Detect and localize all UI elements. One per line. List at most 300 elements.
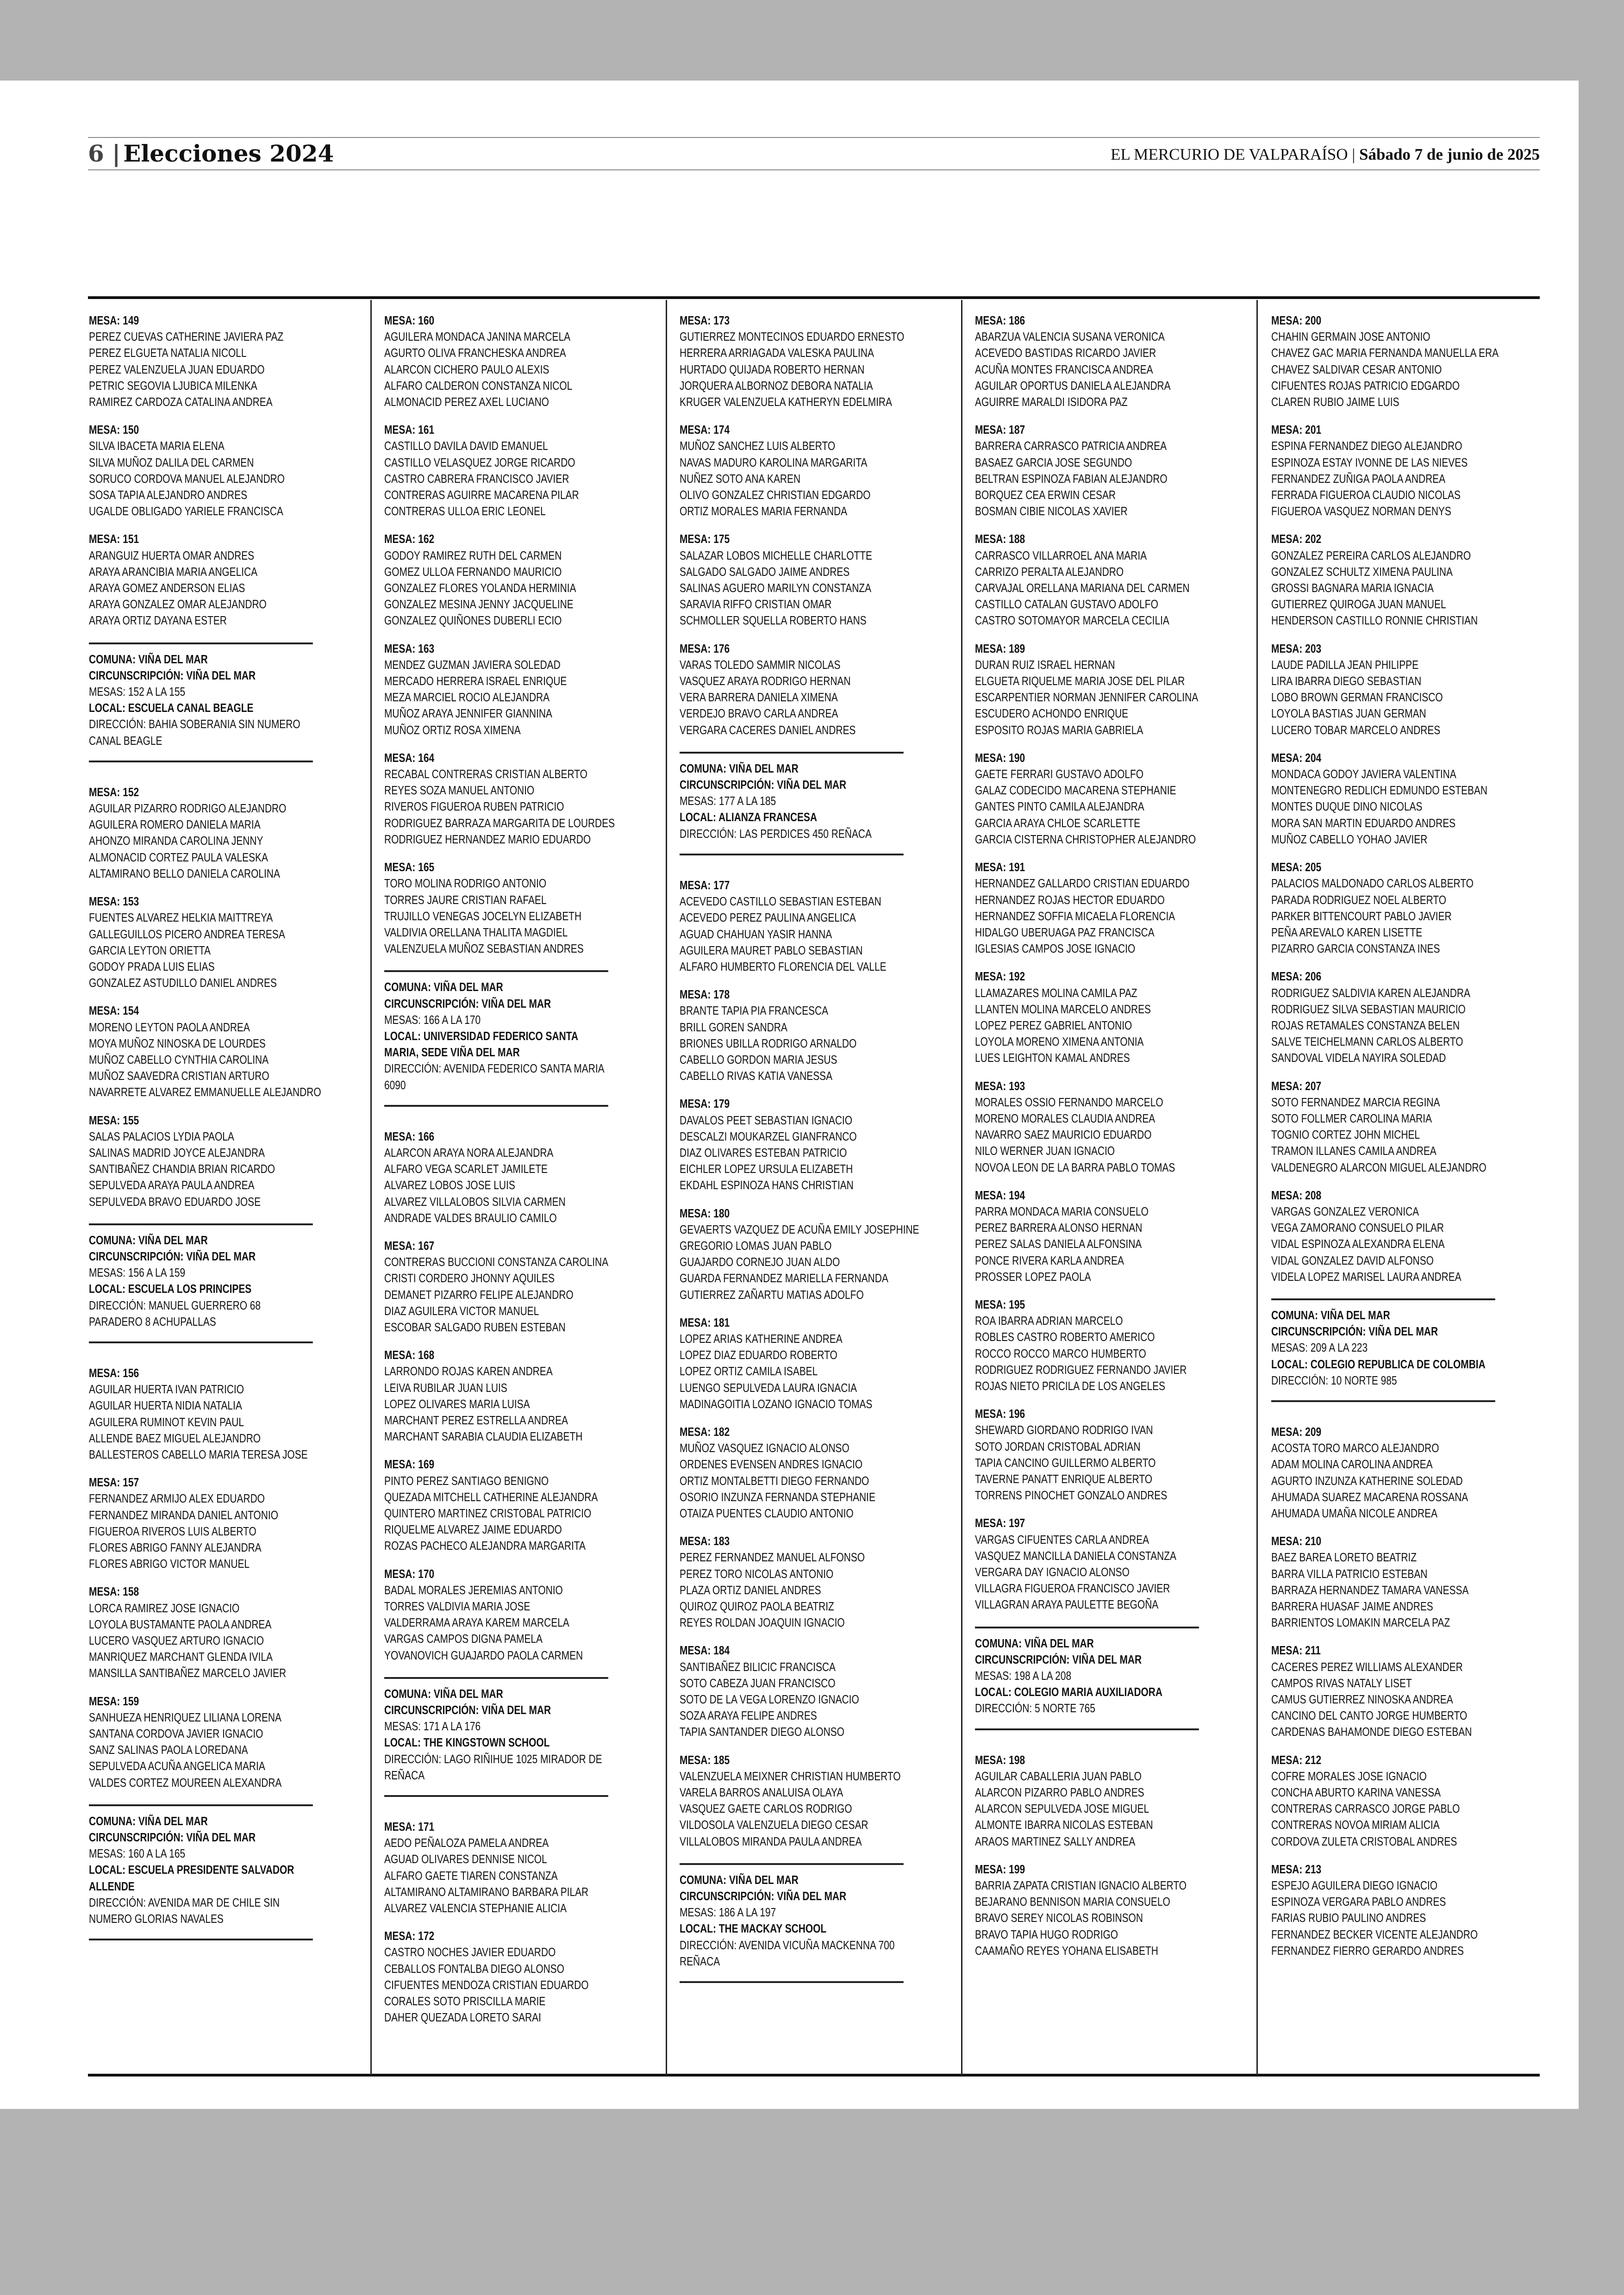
voter-name: MUÑOZ CABELLO YOHAO JAVIER <box>1271 833 1428 846</box>
voter-name: PEREZ CUEVAS CATHERINE JAVIERA PAZ <box>89 331 284 344</box>
voter-name: DEMANET PIZARRO FELIPE ALEJANDRO <box>384 1288 574 1302</box>
voter-name: CONTRERAS NOVOA MIRIAM ALICIA <box>1271 1819 1440 1832</box>
voter-name: EKDAHL ESPINOZA HANS CHRISTIAN <box>680 1179 854 1192</box>
comuna-label: COMUNA: VIÑA DEL MAR <box>975 1637 1094 1650</box>
voter-name: ARAYA GOMEZ ANDERSON ELIAS <box>89 582 245 595</box>
voter-name: PARKER BITTENCOURT PABLO JAVIER <box>1271 910 1452 923</box>
local-name: LOCAL: ALIANZA FRANCESA <box>680 811 817 824</box>
mesa-number: MESA: 189 <box>975 642 1025 655</box>
voter-name: FUENTES ALVAREZ HELKIA MAITTREYA <box>89 911 273 925</box>
voter-name: SOTO FOLLMER CAROLINA MARIA <box>1271 1112 1432 1125</box>
voter-name: CACERES PEREZ WILLIAMS ALEXANDER <box>1271 1660 1463 1674</box>
mesa-block <box>975 1862 1199 1959</box>
address: DIRECCIÓN: AVENIDA MAR DE CHILE SIN NUMERO GLORIAS NAVALES <box>89 1896 280 1926</box>
voter-name: SILVA IBACETA MARIA ELENA <box>89 440 225 453</box>
circunscripcion-label: CIRCUNSCRIPCIÓN: VIÑA DEL MAR <box>680 779 847 792</box>
voter-name: ORTIZ MORALES MARIA FERNANDA <box>680 505 848 518</box>
mesa-block <box>1271 1079 1495 1176</box>
address: DIRECCIÓN: LAS PERDICES 450 REÑACA <box>680 827 872 841</box>
voter-name: ALFARO HUMBERTO FLORENCIA DEL VALLE <box>680 960 887 973</box>
voter-name: GODOY RAMIREZ RUTH DEL CARMEN <box>384 549 562 562</box>
column-divider <box>1256 300 1258 2076</box>
voter-name: SOTO JORDAN CRISTOBAL ADRIAN <box>975 1440 1141 1453</box>
mesa-block <box>680 313 904 411</box>
voter-name: GONZALEZ FLORES YOLANDA HERMINIA <box>384 582 576 595</box>
voter-name: TORO MOLINA RODRIGO ANTONIO <box>384 877 547 891</box>
voter-name: MEZA MARCIEL ROCIO ALEJANDRA <box>384 691 550 705</box>
voter-name: UGALDE OBLIGADO YARIELE FRANCISCA <box>89 505 283 518</box>
voter-name: AGUIRRE MARALDI ISIDORA PAZ <box>975 396 1128 409</box>
publication-date: Sábado 7 de junio de 2025 <box>1359 145 1540 163</box>
voter-name: CASTILLO CATALAN GUSTAVO ADOLFO <box>975 598 1158 611</box>
address: DIRECCIÓN: AVENIDA FEDERICO SANTA MARIA 6090 <box>384 1062 604 1092</box>
mesa-number: MESA: 186 <box>975 314 1025 327</box>
mesa-number: MESA: 212 <box>1271 1753 1322 1767</box>
voter-name: GUARDA FERNANDEZ MARIELLA FERNANDA <box>680 1272 888 1285</box>
voter-name: TRUJILLO VENEGAS JOCELYN ELIZABETH <box>384 910 582 923</box>
mesa-block <box>680 1424 904 1522</box>
section-year: 2024 <box>269 140 334 167</box>
mesa-number: MESA: 157 <box>89 1476 139 1490</box>
voter-name: GONZALEZ QUIÑONES DUBERLI ECIO <box>384 614 562 628</box>
polling-place-info <box>680 1863 904 1983</box>
mesa-block <box>89 1366 313 1463</box>
voter-name: QUINTERO MARTINEZ CRISTOBAL PATRICIO <box>384 1507 592 1520</box>
mesa-block <box>1271 422 1495 520</box>
mesa-number: MESA: 172 <box>384 1930 435 1943</box>
voter-name: FIGUEROA RIVEROS LUIS ALBERTO <box>89 1525 256 1538</box>
comuna-label: COMUNA: VIÑA DEL MAR <box>680 762 799 775</box>
mesa-block <box>975 1188 1199 1285</box>
voter-name: MUÑOZ CABELLO CYNTHIA CAROLINA <box>89 1053 269 1066</box>
voter-name: DURAN RUIZ ISRAEL HERNAN <box>975 658 1115 672</box>
mesas-range: MESAS: 177 A LA 185 <box>680 795 776 808</box>
comuna-label: COMUNA: VIÑA DEL MAR <box>89 1234 208 1247</box>
mesa-block <box>975 641 1199 739</box>
voter-name: PINTO PEREZ SANTIAGO BENIGNO <box>384 1474 549 1488</box>
voter-name: SALAS PALACIOS LYDIA PAOLA <box>89 1130 234 1143</box>
voter-name: RODRIGUEZ SALDIVIA KAREN ALEJANDRA <box>1271 986 1470 1000</box>
voter-name: GUTIERREZ ZAÑARTU MATIAS ADOLFO <box>680 1288 864 1302</box>
mesa-block <box>384 750 615 848</box>
voter-name: FERRADA FIGUEROA CLAUDIO NICOLAS <box>1271 489 1461 502</box>
voter-name: MUÑOZ VASQUEZ IGNACIO ALONSO <box>680 1442 849 1455</box>
mesa-number: MESA: 179 <box>680 1098 730 1111</box>
voter-name: ACEVEDO CASTILLO SEBASTIAN ESTEBAN <box>680 895 881 909</box>
voter-name: VERA BARRERA DANIELA XIMENA <box>680 691 838 705</box>
mesa-block <box>1271 1188 1495 1285</box>
voter-name: MARCHANT PEREZ ESTRELLA ANDREA <box>384 1414 568 1427</box>
circunscripcion-label: CIRCUNSCRIPCIÓN: VIÑA DEL MAR <box>89 669 256 682</box>
mesa-number: MESA: 199 <box>975 1863 1025 1876</box>
voter-name: NAVARRO SAEZ MAURICIO EDUARDO <box>975 1129 1152 1142</box>
voter-name: CASTRO SOTOMAYOR MARCELA CECILIA <box>975 614 1169 628</box>
voter-name: AGUILERA MAURET PABLO SEBASTIAN <box>680 944 863 957</box>
voter-name: MOYA MUÑOZ NINOSKA DE LOURDES <box>89 1037 266 1050</box>
voter-name: BRANTE TAPIA PIA FRANCESCA <box>680 1004 829 1018</box>
voter-name: FLORES ABRIGO FANNY ALEJANDRA <box>89 1541 262 1554</box>
mesa-block <box>1271 531 1495 629</box>
voter-name: HERNANDEZ ROJAS HECTOR EDUARDO <box>975 893 1165 907</box>
voter-name: ARAOS MARTINEZ SALLY ANDREA <box>975 1835 1136 1848</box>
voter-name: CAMUS GUTIERREZ NINOSKA ANDREA <box>1271 1693 1453 1707</box>
voter-name: PIZARRO GARCIA CONSTANZA INES <box>1271 942 1440 956</box>
voter-name: SANTANA CORDOVA JAVIER IGNACIO <box>89 1727 263 1741</box>
section-name: Elecciones <box>123 140 262 167</box>
voter-name: CASTILLO VELASQUEZ JORGE RICARDO <box>384 456 575 469</box>
mesa-number: MESA: 154 <box>89 1004 139 1018</box>
voter-name: VERDEJO BRAVO CARLA ANDREA <box>680 707 838 721</box>
voter-name: YOVANOVICH GUAJARDO PAOLA CARMEN <box>384 1649 583 1662</box>
address: DIRECCIÓN: BAHIA SOBERANIA SIN NUMERO CANAL BEAGLE <box>89 718 300 748</box>
mesa-number: MESA: 207 <box>1271 1079 1322 1093</box>
mesa-number: MESA: 170 <box>384 1567 435 1581</box>
voter-name: ALMONACID PEREZ AXEL LUCIANO <box>384 396 549 409</box>
voter-name: DIAZ AGUILERA VICTOR MANUEL <box>384 1304 539 1318</box>
mesa-block <box>680 531 904 629</box>
voter-name: AGUAD CHAHUAN YASIR HANNA <box>680 928 832 941</box>
mesas-range: MESAS: 209 A LA 223 <box>1271 1341 1368 1355</box>
voter-name: GREGORIO LOMAS JUAN PABLO <box>680 1239 832 1253</box>
polling-place-info <box>384 1677 608 1797</box>
mesa-block <box>384 422 608 520</box>
voter-name: MONTES DUQUE DINO NICOLAS <box>1271 800 1423 814</box>
voter-name: AGUILAR HUERTA IVAN PATRICIO <box>89 1383 244 1397</box>
voter-name: RODRIGUEZ BARRAZA MARGARITA DE LOURDES <box>384 817 615 830</box>
voter-name: AGUILERA MONDACA JANINA MARCELA <box>384 331 571 344</box>
voter-name: SANTIBAÑEZ CHANDIA BRIAN RICARDO <box>89 1163 275 1176</box>
voter-name: SEPULVEDA ARAYA PAULA ANDREA <box>89 1179 255 1192</box>
voter-name: CASTILLO DAVILA DAVID EMANUEL <box>384 440 548 453</box>
address: DIRECCIÓN: 10 NORTE 985 <box>1271 1374 1397 1387</box>
voter-name: MONTENEGRO REDLICH EDMUNDO ESTEBAN <box>1271 784 1488 798</box>
voter-name: MORALES OSSIO FERNANDO MARCELO <box>975 1096 1163 1109</box>
voter-name: SALINAS AGUERO MARILYN CONSTANZA <box>680 582 872 595</box>
voter-name: VALDERRAMA ARAYA KAREM MARCELA <box>384 1616 569 1630</box>
mesa-block <box>384 860 608 957</box>
polling-place-info <box>89 1223 313 1343</box>
comuna-label: COMUNA: VIÑA DEL MAR <box>1271 1309 1390 1322</box>
circunscripcion-label: CIRCUNSCRIPCIÓN: VIÑA DEL MAR <box>384 997 551 1010</box>
mesa-block <box>1271 1862 1495 1959</box>
mesa-block <box>680 641 904 739</box>
voter-name: SANHUEZA HENRIQUEZ LILIANA LORENA <box>89 1711 281 1724</box>
mesas-range: MESAS: 198 A LA 208 <box>975 1670 1072 1683</box>
voter-name: SILVA MUÑOZ DALILA DEL CARMEN <box>89 456 254 469</box>
voter-name: VARAS TOLEDO SAMMIR NICOLAS <box>680 658 841 672</box>
voter-name: IGLESIAS CAMPOS JOSE IGNACIO <box>975 942 1136 956</box>
mesa-block <box>89 1584 313 1682</box>
mesa-block <box>975 860 1199 957</box>
address: DIRECCIÓN: MANUEL GUERRERO 68 PARADERO 8 ACHUPALLAS <box>89 1299 261 1328</box>
voter-name: MARCHANT SARABIA CLAUDIA ELIZABETH <box>384 1430 583 1444</box>
mesa-number: MESA: 187 <box>975 424 1025 437</box>
mesa-number: MESA: 158 <box>89 1585 139 1599</box>
voter-name: NILO WERNER JUAN IGNACIO <box>975 1145 1115 1158</box>
voter-name: ANDRADE VALDES BRAULIO CAMILO <box>384 1211 557 1225</box>
local-name: LOCAL: THE KINGSTOWN SCHOOL <box>384 1736 550 1750</box>
voter-name: VALENZUELA MUÑOZ SEBASTIAN ANDRES <box>384 942 584 956</box>
voter-name: CASTRO CABRERA FRANCISCO JAVIER <box>384 472 569 486</box>
voter-name: PEREZ BARRERA ALONSO HERNAN <box>975 1222 1143 1235</box>
voter-name: SARAVIA RIFFO CRISTIAN OMAR <box>680 598 832 611</box>
voter-name: LOBO BROWN GERMAN FRANCISCO <box>1271 691 1443 705</box>
masthead: EL MERCURIO DE VALPARAÍSO | Sábado 7 de junio de 2025 <box>1111 145 1540 163</box>
voter-name: VILDOSOLA VALENZUELA DIEGO CESAR <box>680 1819 868 1832</box>
voter-name: AGUILAR PIZARRO RODRIGO ALEJANDRO <box>89 802 287 816</box>
voter-name: CHAVEZ GAC MARIA FERNANDA MANUELLA ERA <box>1271 347 1499 360</box>
voter-name: RIVEROS FIGUEROA RUBEN PATRICIO <box>384 800 564 814</box>
voter-name: OTAIZA PUENTES CLAUDIO ANTONIO <box>680 1507 854 1520</box>
circunscripcion-label: CIRCUNSCRIPCIÓN: VIÑA DEL MAR <box>384 1704 551 1717</box>
polling-place-info <box>89 1804 313 1940</box>
local-name: LOCAL: ESCUELA LOS PRINCIPES <box>89 1283 252 1296</box>
voter-name: PONCE RIVERA KARLA ANDREA <box>975 1254 1124 1267</box>
mesa-block <box>975 1079 1199 1176</box>
voter-name: AGUILERA ROMERO DANIELA MARIA <box>89 818 261 832</box>
voter-name: SALGADO SALGADO JAIME ANDRES <box>680 565 850 579</box>
voter-name: BARRERA HUASAF JAIME ANDRES <box>1271 1600 1433 1614</box>
voter-name: MONDACA GODOY JAVIERA VALENTINA <box>1271 768 1456 781</box>
voter-name: LOPEZ ORTIZ CAMILA ISABEL <box>680 1365 818 1378</box>
mesa-block <box>680 1096 904 1194</box>
voter-name: ALLENDE BAEZ MIGUEL ALEJANDRO <box>89 1432 261 1445</box>
mesa-block <box>89 785 313 882</box>
page-header <box>88 137 1540 170</box>
mesa-block <box>975 1406 1199 1504</box>
mesa-block <box>384 313 608 411</box>
mesas-range: MESAS: 166 A LA 170 <box>384 1013 481 1027</box>
voter-name: MUÑOZ SAAVEDRA CRISTIAN ARTURO <box>89 1070 269 1083</box>
mesas-range: MESAS: 171 A LA 176 <box>384 1720 481 1734</box>
voter-name: MENDEZ GUZMAN JAVIERA SOLEDAD <box>384 658 561 672</box>
voter-name: DESCALZI MOUKARZEL GIANFRANCO <box>680 1130 857 1143</box>
voter-name: ALTAMIRANO BELLO DANIELA CAROLINA <box>89 867 280 880</box>
voter-name: VARGAS GONZALEZ VERONICA <box>1271 1205 1419 1218</box>
mesa-block <box>384 1928 608 2026</box>
voter-name: SCHMOLLER SQUELLA ROBERTO HANS <box>680 614 867 628</box>
voter-name: VASQUEZ GAETE CARLOS RODRIGO <box>680 1802 852 1816</box>
voter-name: TOGNIO CORTEZ JOHN MICHEL <box>1271 1129 1420 1142</box>
voter-name: TORRES VALDIVIA MARIA JOSE <box>384 1600 531 1614</box>
voter-name: PROSSER LOPEZ PAOLA <box>975 1270 1091 1284</box>
voter-name: AGUILAR CABALLERIA JUAN PABLO <box>975 1770 1142 1783</box>
voter-name: LOPEZ OLIVARES MARIA LUISA <box>384 1397 530 1411</box>
mesa-number: MESA: 203 <box>1271 642 1322 655</box>
mesa-number: MESA: 177 <box>680 879 730 892</box>
voter-name: EICHLER LOPEZ URSULA ELIZABETH <box>680 1163 853 1176</box>
voter-name: LOYOLA MORENO XIMENA ANTONIA <box>975 1035 1144 1049</box>
voter-name: SANZ SALINAS PAOLA LOREDANA <box>89 1744 248 1757</box>
voter-name: GARCIA LEYTON ORIETTA <box>89 944 211 957</box>
voter-name: CASTRO NOCHES JAVIER EDUARDO <box>384 1946 556 1959</box>
voter-name: ROCCO ROCCO MARCO HUMBERTO <box>975 1347 1146 1360</box>
voter-name: CIFUENTES ROJAS PATRICIO EDGARDO <box>1271 379 1460 393</box>
voter-name: OSORIO INZUNZA FERNANDA STEPHANIE <box>680 1491 875 1504</box>
voter-name: GALLEGUILLOS PICERO ANDREA TERESA <box>89 928 285 941</box>
local-name: LOCAL: UNIVERSIDAD FEDERICO SANTA MARIA, SEDE VIÑA DEL MAR <box>384 1029 578 1060</box>
voter-name: CHAHIN GERMAIN JOSE ANTONIO <box>1271 331 1430 344</box>
voter-name: ALMONTE IBARRA NICOLAS ESTEBAN <box>975 1819 1153 1832</box>
voter-name: LOYOLA BASTIAS JUAN GERMAN <box>1271 707 1426 721</box>
mesa-number: MESA: 209 <box>1271 1425 1322 1439</box>
voter-name: BRILL GOREN SANDRA <box>680 1021 787 1034</box>
address: DIRECCIÓN: LAGO RIÑIHUE 1025 MIRADOR DE REÑACA <box>384 1752 602 1782</box>
mesa-number: MESA: 196 <box>975 1408 1025 1421</box>
mesa-number: MESA: 164 <box>384 751 435 765</box>
mesa-number: MESA: 159 <box>89 1695 139 1708</box>
voter-name: ESPINOZA ESTAY IVONNE DE LAS NIEVES <box>1271 456 1468 469</box>
voter-name: NAVARRETE ALVAREZ EMMANUELLE ALEJANDRO <box>89 1086 321 1099</box>
voter-name: LORCA RAMIREZ JOSE IGNACIO <box>89 1602 240 1615</box>
voter-name: GANTES PINTO CAMILA ALEJANDRA <box>975 800 1144 814</box>
voter-name: PEÑA AREVALO KAREN LISETTE <box>1271 926 1423 939</box>
voter-name: ROZAS PACHECO ALEJANDRA MARGARITA <box>384 1540 586 1553</box>
voter-name: JORQUERA ALBORNOZ DEBORA NATALIA <box>680 379 873 393</box>
voter-name: TAVERNE PANATT ENRIQUE ALBERTO <box>975 1473 1153 1486</box>
mesa-block <box>975 313 1199 411</box>
mesa-number: MESA: 184 <box>680 1644 730 1658</box>
voter-name: ALMONACID CORTEZ PAULA VALESKA <box>89 851 268 864</box>
voter-name: LIRA IBARRA DIEGO SEBASTIAN <box>1271 675 1422 688</box>
mesa-block <box>680 1643 904 1740</box>
voter-name: BRAVO SEREY NICOLAS ROBINSON <box>975 1912 1143 1925</box>
voter-name: SHEWARD GIORDANO RODRIGO IVAN <box>975 1424 1153 1437</box>
mesa-number: MESA: 175 <box>680 533 730 546</box>
voter-name: REYES SOZA MANUEL ANTONIO <box>384 784 535 798</box>
mesa-block <box>680 422 904 520</box>
voter-name: ABARZUA VALENCIA SUSANA VERONICA <box>975 331 1165 344</box>
mesa-number: MESA: 152 <box>89 786 139 799</box>
voter-name: QUIROZ QUIROZ PAOLA BEATRIZ <box>680 1600 834 1614</box>
voter-name: ARAYA ARANCIBIA MARIA ANGELICA <box>89 565 258 579</box>
mesa-number: MESA: 208 <box>1271 1189 1322 1202</box>
voter-name: GUTIERREZ MONTECINOS EDUARDO ERNESTO <box>680 331 905 344</box>
voter-name: MANRIQUEZ MARCHANT GLENDA IVILA <box>89 1651 273 1664</box>
mesa-number: MESA: 176 <box>680 642 730 655</box>
mesa-block <box>975 531 1199 629</box>
voter-name: PLAZA ORTIZ DANIEL ANDRES <box>680 1584 821 1597</box>
voter-name: HURTADO QUIJADA ROBERTO HERNAN <box>680 363 865 376</box>
mesa-number: MESA: 156 <box>89 1366 139 1380</box>
voter-name: FERNANDEZ ARMIJO ALEX EDUARDO <box>89 1492 265 1506</box>
mesa-block <box>89 894 313 992</box>
voter-name: ALTAMIRANO ALTAMIRANO BARBARA PILAR <box>384 1885 589 1899</box>
voter-name: MERCADO HERRERA ISRAEL ENRIQUE <box>384 675 567 688</box>
comuna-label: COMUNA: VIÑA DEL MAR <box>680 1873 799 1887</box>
voter-name: GARCIA ARAYA CHLOE SCARLETTE <box>975 817 1141 830</box>
voter-name: SOZA ARAYA FELIPE ANDRES <box>680 1709 817 1723</box>
voter-name: VIDAL GONZALEZ DAVID ALFONSO <box>1271 1254 1434 1267</box>
voter-name: SALINAS MADRID JOYCE ALEJANDRA <box>89 1146 265 1160</box>
mesa-block <box>89 313 313 411</box>
voter-name: ACEVEDO PEREZ PAULINA ANGELICA <box>680 911 856 925</box>
comuna-label: COMUNA: VIÑA DEL MAR <box>384 981 503 994</box>
mesa-block <box>1271 1643 1495 1740</box>
voter-name: VIDELA LOPEZ MARISEL LAURA ANDREA <box>1271 1270 1462 1284</box>
voter-name: LUCERO TOBAR MARCELO ANDRES <box>1271 723 1441 737</box>
voter-name: ESPEJO AGUILERA DIEGO IGNACIO <box>1271 1879 1438 1893</box>
voter-name: GONZALEZ MESINA JENNY JACQUELINE <box>384 598 574 611</box>
address: DIRECCIÓN: AVENIDA VICUÑA MACKENNA 700 REÑACA <box>680 1939 895 1968</box>
voter-name: GONZALEZ SCHULTZ XIMENA PAULINA <box>1271 565 1453 579</box>
voter-name: ESPINOZA VERGARA PABLO ANDRES <box>1271 1896 1446 1909</box>
column-3 <box>680 313 919 2072</box>
voter-name: RECABAL CONTRERAS CRISTIAN ALBERTO <box>384 768 587 781</box>
mesa-number: MESA: 198 <box>975 1753 1025 1767</box>
voter-name: FARIAS RUBIO PAULINO ANDRES <box>1271 1912 1426 1925</box>
section-title: | Elecciones 2024 <box>112 140 334 167</box>
voter-name: FIGUEROA VASQUEZ NORMAN DENYS <box>1271 505 1451 518</box>
mesa-number: MESA: 153 <box>89 895 139 909</box>
voter-name: FERNANDEZ ZUÑIGA PAOLA ANDREA <box>1271 472 1446 486</box>
mesa-block <box>384 1238 608 1336</box>
mesa-block <box>1271 1424 1495 1522</box>
column-2 <box>384 313 615 2072</box>
mesa-number: MESA: 181 <box>680 1316 730 1329</box>
voter-name: SOSA TAPIA ALEJANDRO ANDRES <box>89 489 248 502</box>
page-number: 6 <box>88 140 104 167</box>
mesa-number: MESA: 204 <box>1271 751 1322 765</box>
polling-place-info <box>89 642 313 762</box>
voter-name: GALAZ CODECIDO MACARENA STEPHANIE <box>975 784 1176 798</box>
mesa-block <box>680 1206 919 1303</box>
mesa-block <box>384 1129 608 1227</box>
mesa-block <box>1271 1752 1495 1850</box>
voter-name: HERRERA ARRIAGADA VALESKA PAULINA <box>680 347 874 360</box>
voter-name: BARRIENTOS LOMAKIN MARCELA PAZ <box>1271 1616 1450 1630</box>
local-name: LOCAL: ESCUELA CANAL BEAGLE <box>89 702 254 715</box>
mesa-block <box>384 1457 608 1554</box>
voter-name: CAMPOS RIVAS NATALY LISET <box>1271 1677 1412 1690</box>
comuna-label: COMUNA: VIÑA DEL MAR <box>89 653 208 666</box>
mesa-number: MESA: 155 <box>89 1114 139 1127</box>
voter-name: VASQUEZ MANCILLA DANIELA CONSTANZA <box>975 1549 1176 1563</box>
voter-name: VERGARA DAY IGNACIO ALONSO <box>975 1566 1130 1579</box>
newspaper-name: EL MERCURIO DE VALPARAÍSO <box>1111 145 1348 163</box>
column-4 <box>975 313 1199 2072</box>
voter-name: PEREZ SALAS DANIELA ALFONSINA <box>975 1238 1142 1251</box>
circunscripcion-label: CIRCUNSCRIPCIÓN: VIÑA DEL MAR <box>680 1890 847 1903</box>
voter-name: ESPINA FERNANDEZ DIEGO ALEJANDRO <box>1271 440 1462 453</box>
voter-name: CHAVEZ SALDIVAR CESAR ANTONIO <box>1271 363 1442 376</box>
voter-name: LOYOLA BUSTAMANTE PAOLA ANDREA <box>89 1618 272 1631</box>
voter-name: LLAMAZARES MOLINA CAMILA PAZ <box>975 986 1137 1000</box>
voter-name: BARRIA ZAPATA CRISTIAN IGNACIO ALBERTO <box>975 1879 1187 1893</box>
mesa-block <box>89 1113 313 1210</box>
voter-name: AGUAD OLIVARES DENNISE NICOL <box>384 1853 547 1866</box>
mesa-number: MESA: 178 <box>680 988 730 1002</box>
voter-name: MORENO MORALES CLAUDIA ANDREA <box>975 1112 1156 1125</box>
voter-name: ALVAREZ LOBOS JOSE LUIS <box>384 1179 515 1192</box>
voter-name: VARELA BARROS ANALUISA OLAYA <box>680 1786 843 1800</box>
voter-name: CEBALLOS FONTALBA DIEGO ALONSO <box>384 1962 564 1976</box>
mesa-block <box>975 1752 1199 1850</box>
mesa-block <box>1271 641 1495 739</box>
voter-name: CARVAJAL ORELLANA MARIANA DEL CARMEN <box>975 582 1190 595</box>
voter-name: PEREZ ELGUETA NATALIA NICOLL <box>89 347 247 360</box>
voter-name: SANTIBAÑEZ BILICIC FRANCISCA <box>680 1660 836 1674</box>
voter-name: COFRE MORALES JOSE IGNACIO <box>1271 1770 1427 1783</box>
voter-name: RODRIGUEZ HERNANDEZ MARIO EDUARDO <box>384 833 591 846</box>
voter-name: TORRES JAURE CRISTIAN RAFAEL <box>384 893 547 907</box>
mesa-block <box>680 987 904 1085</box>
voter-name: VALDES CORTEZ MOUREEN ALEXANDRA <box>89 1776 282 1790</box>
voter-name: DAVALOS PEET SEBASTIAN IGNACIO <box>680 1114 853 1127</box>
voter-name: GUTIERREZ QUIROGA JUAN MANUEL <box>1271 598 1446 611</box>
circunscripcion-label: CIRCUNSCRIPCIÓN: VIÑA DEL MAR <box>975 1653 1142 1666</box>
mesa-number: MESA: 171 <box>384 1821 435 1834</box>
